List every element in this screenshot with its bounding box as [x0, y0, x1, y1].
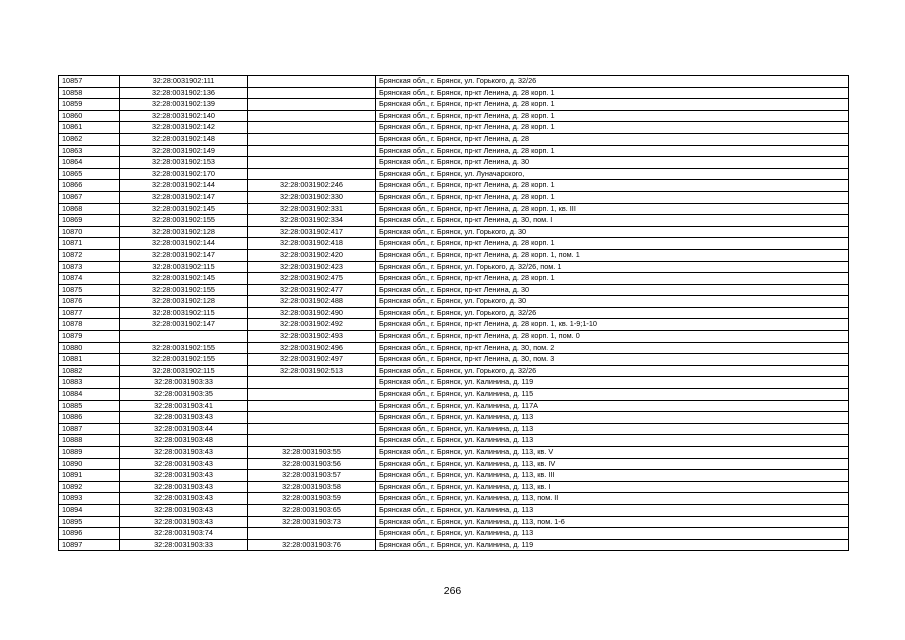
address-cell: Брянская обл., г. Брянск, пр-кт Ленина, д. 30, пом. I	[376, 215, 849, 227]
address-cell: Брянская обл., г. Брянск, ул. Горького, д. 30	[376, 296, 849, 308]
row-number-cell: 10864	[59, 157, 120, 169]
address-cell: Брянская обл., г. Брянск, пр-кт Ленина, д. 28 корп. 1	[376, 191, 849, 203]
cadastral-number-cell: 32:28:0031902:140	[120, 110, 248, 122]
table-row	[59, 354, 849, 366]
table-row	[59, 493, 849, 505]
table-row	[59, 215, 849, 227]
linked-cadastral-number-cell: 32:28:0031902:475	[248, 273, 376, 285]
address-cell: Брянская обл., г. Брянск, ул. Калинина, д. 113	[376, 504, 849, 516]
linked-cadastral-number-cell: 32:28:0031902:513	[248, 365, 376, 377]
row-number-cell: 10877	[59, 307, 120, 319]
linked-cadastral-number-cell	[248, 87, 376, 99]
table-row	[59, 226, 849, 238]
table-row	[59, 528, 849, 540]
address-cell: Брянская обл., г. Брянск, ул. Луначарского,	[376, 168, 849, 180]
table-row	[59, 331, 849, 343]
linked-cadastral-number-cell	[248, 377, 376, 389]
table-row	[59, 203, 849, 215]
linked-cadastral-number-cell: 32:28:0031902:497	[248, 354, 376, 366]
cadastral-number-cell: 32:28:0031902:155	[120, 215, 248, 227]
address-cell: Брянская обл., г. Брянск, ул. Калинина, д. 113	[376, 423, 849, 435]
address-cell: Брянская обл., г. Брянск, пр-кт Ленина, д. 28 корп. 1	[376, 87, 849, 99]
table-row	[59, 273, 849, 285]
address-cell: Брянская обл., г. Брянск, пр-кт Ленина, д. 28 корп. 1, пом. 0	[376, 331, 849, 343]
cadastral-number-cell: 32:28:0031902:148	[120, 133, 248, 145]
row-number-cell: 10891	[59, 470, 120, 482]
address-cell: Брянская обл., г. Брянск, ул. Горького, д. 32/26	[376, 307, 849, 319]
table-row	[59, 99, 849, 111]
cadastral-number-cell: 32:28:0031902:149	[120, 145, 248, 157]
address-cell: Брянская обл., г. Брянск, пр-кт Ленина, д. 30	[376, 284, 849, 296]
address-cell: Брянская обл., г. Брянск, ул. Горького, д. 32/26, пом. 1	[376, 261, 849, 273]
linked-cadastral-number-cell: 32:28:0031903:55	[248, 447, 376, 459]
address-cell: Брянская обл., г. Брянск, пр-кт Ленина, д. 28	[376, 133, 849, 145]
row-number-cell: 10867	[59, 191, 120, 203]
address-cell: Брянская обл., г. Брянск, пр-кт Ленина, д. 30, пом. 3	[376, 354, 849, 366]
linked-cadastral-number-cell: 32:28:0031903:56	[248, 458, 376, 470]
table-row	[59, 87, 849, 99]
address-cell: Брянская обл., г. Брянск, ул. Калинина, д. 113, кв. V	[376, 447, 849, 459]
cadastral-number-cell: 32:28:0031903:44	[120, 423, 248, 435]
address-cell: Брянская обл., г. Брянск, ул. Горького, д. 30	[376, 226, 849, 238]
row-number-cell: 10859	[59, 99, 120, 111]
row-number-cell: 10881	[59, 354, 120, 366]
linked-cadastral-number-cell: 32:28:0031903:76	[248, 539, 376, 551]
table-row	[59, 539, 849, 551]
cadastral-number-cell: 32:28:0031902:128	[120, 226, 248, 238]
table-row	[59, 261, 849, 273]
cadastral-number-cell: 32:28:0031902:147	[120, 319, 248, 331]
table-row	[59, 238, 849, 250]
table-row	[59, 319, 849, 331]
table-row	[59, 412, 849, 424]
table-row	[59, 458, 849, 470]
address-cell: Брянская обл., г. Брянск, ул. Калинина, д. 113	[376, 435, 849, 447]
property-table	[58, 75, 849, 551]
row-number-cell: 10887	[59, 423, 120, 435]
linked-cadastral-number-cell: 32:28:0031902:477	[248, 284, 376, 296]
table-row	[59, 249, 849, 261]
linked-cadastral-number-cell: 32:28:0031902:423	[248, 261, 376, 273]
linked-cadastral-number-cell	[248, 145, 376, 157]
row-number-cell: 10878	[59, 319, 120, 331]
cadastral-number-cell: 32:28:0031903:43	[120, 504, 248, 516]
cadastral-number-cell: 32:28:0031902:128	[120, 296, 248, 308]
address-cell: Брянская обл., г. Брянск, ул. Калинина, д. 113	[376, 528, 849, 540]
table-row	[59, 342, 849, 354]
cadastral-number-cell	[120, 331, 248, 343]
table-row	[59, 307, 849, 319]
cadastral-number-cell: 32:28:0031903:43	[120, 458, 248, 470]
table-row	[59, 145, 849, 157]
linked-cadastral-number-cell: 32:28:0031902:492	[248, 319, 376, 331]
row-number-cell: 10894	[59, 504, 120, 516]
linked-cadastral-number-cell: 32:28:0031902:334	[248, 215, 376, 227]
linked-cadastral-number-cell: 32:28:0031902:496	[248, 342, 376, 354]
table-row	[59, 191, 849, 203]
linked-cadastral-number-cell	[248, 110, 376, 122]
row-number-cell: 10882	[59, 365, 120, 377]
address-cell: Брянская обл., г. Брянск, пр-кт Ленина, д. 28 корп. 1	[376, 110, 849, 122]
row-number-cell: 10886	[59, 412, 120, 424]
row-number-cell: 10890	[59, 458, 120, 470]
linked-cadastral-number-cell: 32:28:0031902:488	[248, 296, 376, 308]
linked-cadastral-number-cell	[248, 122, 376, 134]
row-number-cell: 10884	[59, 389, 120, 401]
linked-cadastral-number-cell: 32:28:0031902:330	[248, 191, 376, 203]
table-row	[59, 133, 849, 145]
address-cell: Брянская обл., г. Брянск, ул. Горького, д. 32/26	[376, 76, 849, 88]
linked-cadastral-number-cell: 32:28:0031903:73	[248, 516, 376, 528]
cadastral-number-cell: 32:28:0031902:115	[120, 261, 248, 273]
cadastral-number-cell: 32:28:0031902:155	[120, 354, 248, 366]
address-cell: Брянская обл., г. Брянск, пр-кт Ленина, д. 30, пом. 2	[376, 342, 849, 354]
linked-cadastral-number-cell	[248, 400, 376, 412]
row-number-cell: 10896	[59, 528, 120, 540]
row-number-cell: 10865	[59, 168, 120, 180]
table-row	[59, 447, 849, 459]
cadastral-number-cell: 32:28:0031903:43	[120, 447, 248, 459]
address-cell: Брянская обл., г. Брянск, ул. Калинина, д. 113, кв. III	[376, 470, 849, 482]
linked-cadastral-number-cell	[248, 133, 376, 145]
address-cell: Брянская обл., г. Брянск, пр-кт Ленина, д. 28 корп. 1	[376, 273, 849, 285]
address-cell: Брянская обл., г. Брянск, ул. Калинина, д. 115	[376, 389, 849, 401]
cadastral-number-cell: 32:28:0031902:142	[120, 122, 248, 134]
linked-cadastral-number-cell: 32:28:0031902:418	[248, 238, 376, 250]
table-row	[59, 365, 849, 377]
linked-cadastral-number-cell: 32:28:0031903:58	[248, 481, 376, 493]
linked-cadastral-number-cell	[248, 389, 376, 401]
table-row	[59, 110, 849, 122]
address-cell: Брянская обл., г. Брянск, ул. Горького, д. 32/26	[376, 365, 849, 377]
cadastral-number-cell: 32:28:0031902:147	[120, 191, 248, 203]
table-row	[59, 389, 849, 401]
cadastral-number-cell: 32:28:0031902:147	[120, 249, 248, 261]
linked-cadastral-number-cell: 32:28:0031902:331	[248, 203, 376, 215]
cadastral-number-cell: 32:28:0031902:115	[120, 307, 248, 319]
row-number-cell: 10858	[59, 87, 120, 99]
table-row	[59, 400, 849, 412]
address-cell: Брянская обл., г. Брянск, ул. Калинина, д. 113, пом. 1-6	[376, 516, 849, 528]
cadastral-number-cell: 32:28:0031902:115	[120, 365, 248, 377]
table-row	[59, 296, 849, 308]
row-number-cell: 10869	[59, 215, 120, 227]
table-row	[59, 76, 849, 88]
linked-cadastral-number-cell: 32:28:0031903:65	[248, 504, 376, 516]
cadastral-number-cell: 32:28:0031902:153	[120, 157, 248, 169]
row-number-cell: 10868	[59, 203, 120, 215]
address-cell: Брянская обл., г. Брянск, ул. Калинина, д. 117А	[376, 400, 849, 412]
address-cell: Брянская обл., г. Брянск, пр-кт Ленина, д. 28 корп. 1	[376, 238, 849, 250]
page-number: 266	[443, 585, 462, 597]
row-number-cell: 10893	[59, 493, 120, 505]
cadastral-number-cell: 32:28:0031903:43	[120, 516, 248, 528]
table-row	[59, 504, 849, 516]
row-number-cell: 10862	[59, 133, 120, 145]
address-cell: Брянская обл., г. Брянск, пр-кт Ленина, д. 28 корп. 1	[376, 180, 849, 192]
address-cell: Брянская обл., г. Брянск, ул. Калинина, д. 113, кв. I	[376, 481, 849, 493]
linked-cadastral-number-cell	[248, 76, 376, 88]
table-row	[59, 377, 849, 389]
row-number-cell: 10873	[59, 261, 120, 273]
row-number-cell: 10879	[59, 331, 120, 343]
row-number-cell: 10871	[59, 238, 120, 250]
row-number-cell: 10874	[59, 273, 120, 285]
cadastral-number-cell: 32:28:0031902:144	[120, 180, 248, 192]
table-row	[59, 180, 849, 192]
row-number-cell: 10895	[59, 516, 120, 528]
linked-cadastral-number-cell: 32:28:0031903:57	[248, 470, 376, 482]
linked-cadastral-number-cell: 32:28:0031903:59	[248, 493, 376, 505]
row-number-cell: 10872	[59, 249, 120, 261]
linked-cadastral-number-cell	[248, 435, 376, 447]
row-number-cell: 10857	[59, 76, 120, 88]
row-number-cell: 10875	[59, 284, 120, 296]
cadastral-number-cell: 32:28:0031903:48	[120, 435, 248, 447]
linked-cadastral-number-cell	[248, 99, 376, 111]
cadastral-number-cell: 32:28:0031902:144	[120, 238, 248, 250]
row-number-cell: 10897	[59, 539, 120, 551]
linked-cadastral-number-cell	[248, 423, 376, 435]
address-cell: Брянская обл., г. Брянск, пр-кт Ленина, д. 28 корп. 1, кв. III	[376, 203, 849, 215]
table-row	[59, 122, 849, 134]
table-row	[59, 284, 849, 296]
row-number-cell: 10889	[59, 447, 120, 459]
row-number-cell: 10861	[59, 122, 120, 134]
cadastral-number-cell: 32:28:0031902:111	[120, 76, 248, 88]
address-cell: Брянская обл., г. Брянск, ул. Калинина, д. 119	[376, 377, 849, 389]
row-number-cell: 10863	[59, 145, 120, 157]
cadastral-number-cell: 32:28:0031903:33	[120, 377, 248, 389]
table-row	[59, 168, 849, 180]
cadastral-number-cell: 32:28:0031902:145	[120, 203, 248, 215]
cadastral-number-cell: 32:28:0031902:155	[120, 342, 248, 354]
linked-cadastral-number-cell	[248, 157, 376, 169]
cadastral-number-cell: 32:28:0031902:145	[120, 273, 248, 285]
row-number-cell: 10880	[59, 342, 120, 354]
address-cell: Брянская обл., г. Брянск, пр-кт Ленина, д. 28 корп. 1	[376, 122, 849, 134]
address-cell: Брянская обл., г. Брянск, ул. Калинина, д. 113, кв. IV	[376, 458, 849, 470]
linked-cadastral-number-cell	[248, 412, 376, 424]
cadastral-number-cell: 32:28:0031903:74	[120, 528, 248, 540]
cadastral-number-cell: 32:28:0031903:43	[120, 470, 248, 482]
cadastral-number-cell: 32:28:0031903:41	[120, 400, 248, 412]
linked-cadastral-number-cell: 32:28:0031902:246	[248, 180, 376, 192]
row-number-cell: 10883	[59, 377, 120, 389]
row-number-cell: 10860	[59, 110, 120, 122]
linked-cadastral-number-cell	[248, 168, 376, 180]
linked-cadastral-number-cell: 32:28:0031902:420	[248, 249, 376, 261]
linked-cadastral-number-cell: 32:28:0031902:417	[248, 226, 376, 238]
row-number-cell: 10866	[59, 180, 120, 192]
row-number-cell: 10876	[59, 296, 120, 308]
cadastral-number-cell: 32:28:0031902:139	[120, 99, 248, 111]
linked-cadastral-number-cell: 32:28:0031902:490	[248, 307, 376, 319]
row-number-cell: 10870	[59, 226, 120, 238]
address-cell: Брянская обл., г. Брянск, пр-кт Ленина, д. 28 корп. 1	[376, 99, 849, 111]
cadastral-number-cell: 32:28:0031902:136	[120, 87, 248, 99]
row-number-cell: 10892	[59, 481, 120, 493]
cadastral-number-cell: 32:28:0031903:43	[120, 481, 248, 493]
address-cell: Брянская обл., г. Брянск, ул. Калинина, д. 113, пом. II	[376, 493, 849, 505]
row-number-cell: 10888	[59, 435, 120, 447]
address-cell: Брянская обл., г. Брянск, пр-кт Ленина, д. 30	[376, 157, 849, 169]
address-cell: Брянская обл., г. Брянск, пр-кт Ленина, д. 28 корп. 1	[376, 145, 849, 157]
table-row	[59, 435, 849, 447]
cadastral-number-cell: 32:28:0031903:43	[120, 412, 248, 424]
cadastral-number-cell: 32:28:0031903:33	[120, 539, 248, 551]
table-row	[59, 516, 849, 528]
row-number-cell: 10885	[59, 400, 120, 412]
table-body	[59, 76, 849, 551]
address-cell: Брянская обл., г. Брянск, пр-кт Ленина, д. 28 корп. 1, кв. 1-9;1-10	[376, 319, 849, 331]
table-row	[59, 157, 849, 169]
linked-cadastral-number-cell	[248, 528, 376, 540]
address-cell: Брянская обл., г. Брянск, пр-кт Ленина, д. 28 корп. 1, пом. 1	[376, 249, 849, 261]
cadastral-number-cell: 32:28:0031903:43	[120, 493, 248, 505]
linked-cadastral-number-cell: 32:28:0031902:493	[248, 331, 376, 343]
cadastral-number-cell: 32:28:0031903:35	[120, 389, 248, 401]
table-row	[59, 481, 849, 493]
address-cell: Брянская обл., г. Брянск, ул. Калинина, д. 113	[376, 412, 849, 424]
table-row	[59, 423, 849, 435]
cadastral-number-cell: 32:28:0031902:170	[120, 168, 248, 180]
cadastral-number-cell: 32:28:0031902:155	[120, 284, 248, 296]
address-cell: Брянская обл., г. Брянск, ул. Калинина, д. 119	[376, 539, 849, 551]
table-row	[59, 470, 849, 482]
